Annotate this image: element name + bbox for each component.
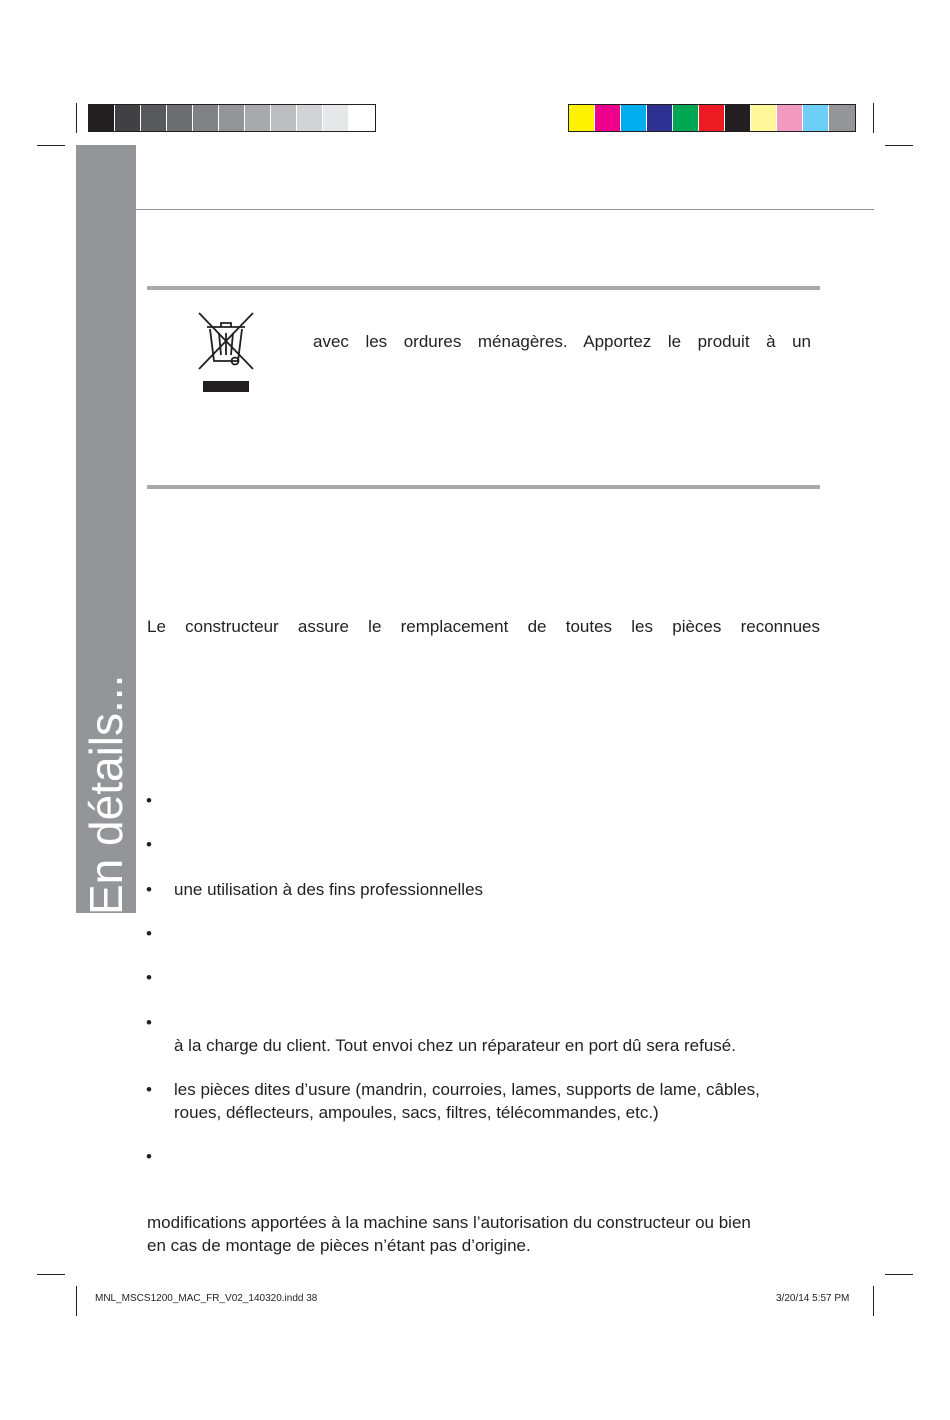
color-swatch: [167, 105, 193, 131]
color-swatch: [751, 105, 777, 131]
crop-mark: [885, 1274, 913, 1275]
color-swatch: [621, 105, 647, 131]
crop-mark: [76, 1286, 77, 1316]
bullet-text-line: les pièces dites d’usure (mandrin, courroies, lames, supports de lame, câbles,: [174, 1080, 760, 1099]
color-swatch: [803, 105, 829, 131]
crop-mark: [76, 103, 77, 133]
warranty-intro-line: Le constructeur assure le remplacement de toutes les pièces reconnues: [147, 617, 820, 636]
bullet-marker: •: [146, 1013, 152, 1032]
section-side-tab: [76, 145, 136, 913]
grayscale-color-bar: [88, 104, 376, 132]
color-swatch: [725, 105, 751, 131]
crossed-out-wheelie-bin-icon: [195, 311, 257, 395]
bullet-text-line: une utilisation à des fins professionnelles: [174, 880, 484, 899]
recycling-box-top-rule: [147, 286, 820, 290]
bullet-text-line: à la charge du client. Tout envoi chez un réparateur en port dû sera refusé.: [174, 1036, 736, 1055]
color-swatch: [115, 105, 141, 131]
color-swatch: [219, 105, 245, 131]
color-swatch: [141, 105, 167, 131]
cmyk-color-bar: [568, 104, 856, 132]
color-swatch: [647, 105, 673, 131]
bullet-marker: •: [146, 880, 152, 899]
crop-mark: [873, 103, 874, 133]
color-swatch: [323, 105, 349, 131]
color-swatch: [193, 105, 219, 131]
header-divider: [136, 209, 874, 210]
bullet-marker: •: [146, 924, 152, 943]
color-swatch: [829, 105, 855, 131]
color-swatch: [673, 105, 699, 131]
footer-timestamp: 3/20/14 5:57 PM: [776, 1293, 850, 1304]
bullet-marker: •: [146, 835, 152, 854]
crop-mark: [37, 145, 65, 146]
bullet-text-line: roues, déflecteurs, ampoules, sacs, filtres, télécommandes, etc.): [174, 1103, 659, 1122]
crop-mark: [885, 145, 913, 146]
color-swatch: [569, 105, 595, 131]
color-swatch: [777, 105, 803, 131]
color-swatch: [271, 105, 297, 131]
color-swatch: [595, 105, 621, 131]
color-swatch: [245, 105, 271, 131]
closing-line: modifications apportées à la machine sans l’autorisation du constructeur ou bien: [147, 1213, 751, 1232]
bullet-marker: •: [146, 968, 152, 987]
crop-mark: [873, 1286, 874, 1316]
color-swatch: [89, 105, 115, 131]
color-swatch: [297, 105, 323, 131]
crop-mark: [37, 1274, 65, 1275]
closing-line: en cas de montage de pièces n’étant pas d’origine.: [147, 1236, 531, 1255]
color-swatch: [349, 105, 375, 131]
bullet-marker: •: [146, 1147, 152, 1166]
bullet-marker: •: [146, 791, 152, 810]
recycling-text-line: avec les ordures ménagères. Apportez le produit à un: [313, 332, 811, 351]
bullet-marker: •: [146, 1080, 152, 1099]
color-swatch: [699, 105, 725, 131]
side-tab-label: En détails...: [80, 674, 132, 915]
recycling-box-bottom-rule: [147, 485, 820, 489]
footer-file-info: MNL_MSCS1200_MAC_FR_V02_140320.indd 38: [95, 1293, 318, 1304]
